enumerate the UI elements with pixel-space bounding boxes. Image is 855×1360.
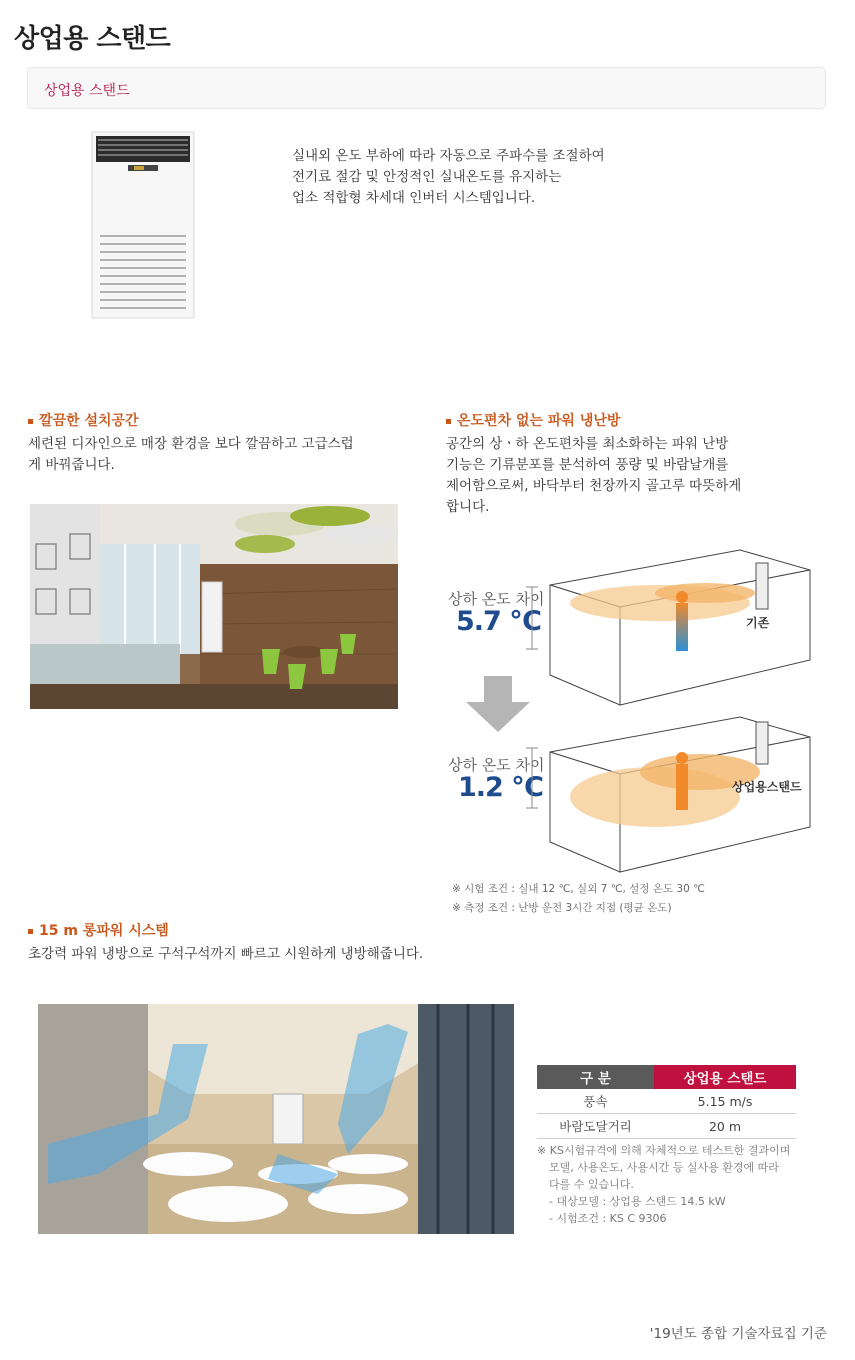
section-power-heading <box>28 920 169 940</box>
spec-cell-label: 바람도달거리 <box>537 1114 654 1139</box>
bullet-icon <box>28 419 33 424</box>
room-diagram-conventional <box>520 545 820 710</box>
spec-note: ※ KS시험규격에 의해 자체적으로 테스트한 결과이며 <box>537 1144 791 1157</box>
spec-cell-value: 5.15 m/s <box>654 1089 796 1114</box>
section-power-heading-text: 15 m 롱파워 시스템 <box>39 923 169 939</box>
section-install-heading <box>28 410 139 430</box>
temp-line: 제어함으로써, 바닥부터 천장까지 골고루 따뜻하게 <box>446 478 742 494</box>
spec-note: - 시험조건 : KS C 9306 <box>549 1212 667 1225</box>
diagram-bottom-label: 상하 온도 차이 <box>448 756 545 774</box>
table-row <box>537 1114 796 1139</box>
spec-table-header <box>537 1065 796 1089</box>
breadcrumb <box>27 67 826 109</box>
diagram-top-value: 5.7 ℃ <box>456 606 541 637</box>
temp-line: 기능은 기류분포를 분석하여 풍량 및 바람날개를 <box>446 457 729 473</box>
temp-line: 공간의 상ㆍ하 온도편차를 최소화하는 파워 난방 <box>446 436 729 452</box>
restaurant-airflow-photo <box>38 1004 514 1234</box>
diagram-top-unit-label: 기존 <box>746 616 770 630</box>
section-install-heading-text: 깔끔한 설치공간 <box>39 413 139 429</box>
section-install-text <box>28 434 354 476</box>
source-footnote: '19년도 종합 기술자료집 기준 <box>649 1326 827 1342</box>
temp-line: 합니다. <box>446 499 490 515</box>
bullet-icon <box>28 929 33 934</box>
cafe-interior-photo <box>30 504 398 709</box>
install-line: 세련된 디자인으로 매장 환경을 보다 깔끔하고 고급스럽 <box>28 436 354 452</box>
intro-line: 전기료 절감 및 안정적인 실내온도를 유지하는 <box>292 169 562 185</box>
intro-line: 업소 적합형 차세대 인버터 시스템입니다. <box>292 190 536 206</box>
spec-cell-value: 20 m <box>654 1114 796 1139</box>
section-temp-heading-text: 온도편차 없는 파워 냉난방 <box>457 413 621 429</box>
spec-notes <box>537 1142 790 1227</box>
section-temp-text <box>446 434 741 518</box>
stand-unit-image <box>88 130 198 320</box>
spec-note: 모델, 사용온도, 사용시간 등 실사용 환경에 따라 <box>549 1161 779 1174</box>
spec-note: 다를 수 있습니다. <box>549 1178 634 1191</box>
section-power-text: 초강력 파워 냉방으로 구석구석까지 빠르고 시원하게 냉방해줍니다. <box>28 946 424 962</box>
page-title: 상업용 스탠드 <box>14 24 171 54</box>
spec-header-product: 상업용 스탠드 <box>654 1065 796 1089</box>
temp-notes <box>452 880 705 918</box>
diagram-bottom-value: 1.2 ℃ <box>458 772 543 803</box>
spec-header-category: 구 분 <box>537 1065 654 1089</box>
diagram-top-label: 상하 온도 차이 <box>448 590 545 608</box>
spec-cell-label: 풍속 <box>537 1089 654 1114</box>
temp-note: ※ 측정 조건 : 난방 운전 3시간 지점 (평균 온도) <box>452 902 672 914</box>
table-row <box>537 1089 796 1114</box>
intro-description <box>292 146 605 209</box>
bullet-icon <box>446 419 451 424</box>
intro-line: 실내외 온도 부하에 따라 자동으로 주파수를 조절하여 <box>292 148 605 164</box>
temp-note: ※ 시험 조건 : 실내 12 ℃, 실외 7 ℃, 설정 온도 30 ℃ <box>452 883 705 895</box>
install-line: 게 바꿔줍니다. <box>28 457 115 473</box>
diagram-bottom-unit-label: 상업용스탠드 <box>732 780 802 794</box>
spec-table <box>537 1065 796 1139</box>
spec-note: - 대상모델 : 상업용 스탠드 14.5 kW <box>549 1195 726 1208</box>
breadcrumb-label[interactable]: 상업용 스탠드 <box>44 83 130 99</box>
section-temp-heading <box>446 410 620 430</box>
